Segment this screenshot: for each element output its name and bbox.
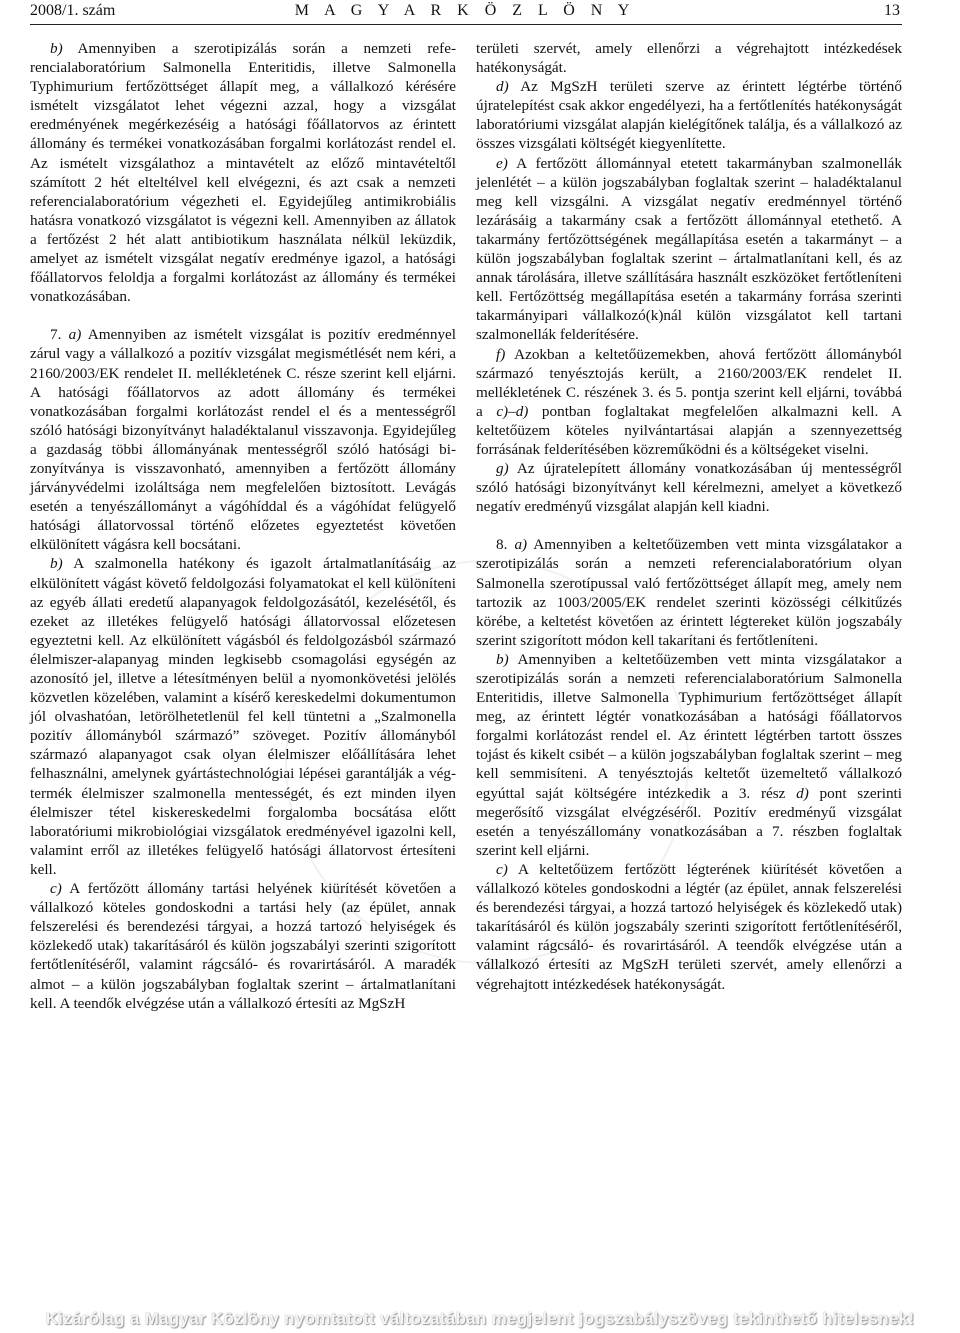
- paragraph-text: A fertőzött állomány tartási helyének kiürítését követően a vállalkozó köteles gondoskodni a tartási hely (az épület, annak felszerelési és berendezési tárgyai, a hozzá tartozó helyiségek és közlekedő utak) takarításáról és külön jogszabályi szerinti szigorított fertőtlenítéséről, valamint rágcsáló- és rovarirtásáról. A maradék almot – a külön jogszabályban foglaltak szerint – ártalmatlanítani kell. A teendők elvégzése után a vállalkozó értesíti az MgSzH: [30, 880, 456, 1012]
- item-label: f): [496, 345, 506, 363]
- paragraph-7d: [476, 77, 902, 153]
- item-reference: c)–d): [496, 402, 529, 420]
- paragraph-text: Amennyiben a keltetőüzemben vett minta vizsgálatakor a szerotipizálás során a nemzeti referencialaboratórium olyan Salmonella szerotípussal való fertőzöttséget állapít meg, amely nem tartozik az 1003/2005/EK rendelet szerinti közösségi célkitűzés körébe, a keltetést követően az érintett légtereket külön jogszabály szerint szigorított módon kell takarítani és fertőtleníteni.: [476, 536, 902, 649]
- paragraph-text: Amennyiben az ismételt vizsgálat is pozitív eredménnyel zárul vagy a vállalkozó a pozitív vizsgálat megismétlését nem kéri, a 2160/2003/EK rendelet II. mellékletének C. része szerint kell eljárni. A hatósági főállatorvos az adott állomány és termékei vonatkozásában forgalmi korlátozást rendel el és a mentességről szóló hatósági bizonyítványt haladéktalanul visszavonja. Egyidejűleg a gazdaság többi állományának mentességről szóló hatósági bizonyítványa is visszavonható, amennyiben a fertőzött állomány járványvédelmi izoláltsága nem megfelelően biztosított. Levágás esetén a tenyészállományt a vágóhíddal és a vágóhídat felügyelő hatósági állatorvossal történő előzetes egyeztetést követően elkülönített vágásra kell bocsátani.: [30, 326, 457, 554]
- paragraph-text: A fertőzött állománnyal etetett takarmányban szalmonellák jelenlétét – a külön jogszabályban foglaltak szerint – haladéktalanul meg kell vizsgálni. A vizsgálat negatív eredménnyel történő lezárásáig a takarmány csak a fertőzött állománnyal etethető. A takarmány fertőzöttségének megállapítása esetén a takarmányt – a külön jogszabályban foglaltak szerint – ártalmatlanítani kell, és az annak tárolására, illetve szállítására használt eszközöket fertőtleníteni kell. Fertőzöttség megállapítása esetén a takarmány forrása szerinti takarmányipari vállalkozó(k)nál külön vizsgálatot kell tartani szalmonellák felderítésére.: [476, 154, 902, 344]
- item-label: b): [496, 650, 509, 668]
- item-label: c): [50, 880, 62, 898]
- paragraph-7e: [476, 154, 902, 345]
- paragraph-text: Amennyiben a szerotipizálás során a nemzeti referencialaboratórium Salmonella Enteritidis, illetve Salmonella Typhimurium fertőzöttséget állapít meg, a vállalkozó kérésére ismételt vizsgálatot lehet végezni azzal, hogy a vizsgálat eredményének megérkezéséig a hatósági főállatorvos az érintett állomány és termékei vonatkozásában forgalmi korlátozást rendel el. Az ismételt vizsgálathoz a mintavételt az előző mintavételtől számított 2 hét elteltélvel kell elvégezni, és azt csak a nemzeti referencialaboratórium végezheti el. Egyidejűleg antimikrobiális hatásra vonatkozó vizsgálatot is végezni kell. Amennyiben az állatok a fertőzést 2 hét alatt antibiotikum használata nélkül leküzdik, amelyet az ismételt vizsgálat negatív eredménye igazol, a hatósági főállatorvos feloldja a forgalmi korlátozást az állomány és termékei vonatkozásában.: [30, 40, 456, 306]
- paragraph-7c: [30, 879, 456, 1013]
- page-number: 13: [884, 2, 900, 19]
- paragraph-text: Az MgSzH területi szerve az érintett légtérbe történő újratelepítést csak akkor engedélyezi, ha a fertőtlenítés hatékonyságát laboratóriumi vizsgálat alapján kielégítőnek találja, és a vállalkozó az összes vizsgálati költségét kiegyenlítette.: [476, 78, 902, 153]
- paragraph-7a: [30, 325, 456, 554]
- publication-title: M A G Y A R K Ö Z L Ö N Y: [294, 2, 636, 19]
- paragraph-8a: [476, 535, 902, 650]
- paragraph-text: Az újratelepített állomány vonatkozásában új mentességről szóló hatósági bizonyítványt kell kérelmezni, amelyet a következő negatív eredményű vizsgálat alapján kell kiadni.: [476, 460, 902, 516]
- page-header: [30, 2, 900, 24]
- header-rule: [30, 24, 902, 25]
- left-column: [30, 39, 456, 1013]
- paragraph-7f: [476, 345, 902, 460]
- item-reference: d): [796, 784, 809, 802]
- paragraph-text: területi szervét, amely ellenőrzi a végrehajtott intézkedések hatékonyságát.: [476, 40, 902, 77]
- paragraph-text: Azokban a keltetőüzemekben, ahová fertőzött állományból származó tenyésztojás került, a 2160/2003/EK rendelet II. mellékletének C. részének 3. és 5. pontja szerint kell eljárni, továbbá a: [476, 345, 902, 420]
- paragraph-text: A keltetőüzem fertőzött légterének kiürítését követően a vállalkozó köteles gondoskodni a légtér (az épület, annak felszerelési és berendezési tárgyai, a hozzá tartozó helyiségek és közlekedő utak) takarításáról és külön jogszabály szerinti szigorított fertőtlenítéséről, valamint rágcsáló- és rovarirtásáról. A teendők elvégzése után a vállalkozó értesíti az MgSzH területi szervét, amely ellenőrzi a végrehajtott intézkedések hatékonyságát.: [476, 860, 902, 993]
- paragraph-text: pontban foglaltakat megfelelően alkalmazni kell. A keltetőüzem köteles nyilvántartásai alapján a szennyezettség forrásának felderítésében közreműködni és a költségeket viselni.: [476, 402, 902, 458]
- item-label: d): [496, 78, 509, 96]
- item-label: b): [50, 555, 63, 573]
- item-label: b): [50, 40, 63, 57]
- item-label: g): [496, 460, 509, 478]
- right-column: [476, 39, 902, 994]
- paragraph-text: Amennyiben a keltetőüzemben vett minta vizsgálatakor a szerotipizálás során a nemzeti referencialaboratórium Salmonella Enteritidis, illetve Salmonella Typhimurium fertőzöttséget állapít meg, az érintett légtér vonatkozásában a hatósági főállatorvos forgalmi korlátozást rendel el. Az érintett légtérben tartott összes tojást és kikelt csibét – a külön jogszabályban foglaltak szerint – meg kell semmisíteni. A tenyésztojás keltetőt üzemeltető vállalkozó egyúttal saját költségére intézkedik a 3. rész: [476, 650, 902, 802]
- item-label: a): [514, 536, 528, 554]
- authenticity-watermark: Kizárólag a Magyar Közlöny nyomtatott változatában megjelent jogszabályszöveg tekinthető hitelesnek!: [45, 1309, 915, 1328]
- paragraph-continued: [476, 39, 902, 77]
- paragraph-8c: [476, 860, 902, 994]
- paragraph-7b: [30, 554, 456, 879]
- item-label: c): [496, 860, 508, 878]
- issue-number: 2008/1. szám: [30, 2, 116, 19]
- paragraph-7g: [476, 459, 902, 516]
- paragraph-text: A szalmonella hatékony és igazolt ártalmatlanításáig az elkülönített vágást követő feldolgozási folyamatokat el kell különíteni az egyéb állati eredetű alapanyagok feldolgozásától, kezelésétől, és ezeket az illetékes felügyelő hatósági állatorvossal előzetesen egyeztetni kell. Az elkülönített vágásból és feldolgozásból származó élelmiszer-alapanyag minden legkisebb csomagolási egységén az azonosító jel, illetve a létesítményen belül a nyomonkövetési jelölés közvetlen közelében, valamint a kísérő kereskedelmi dokumentumon jól olvashatóan, letörölhetetlenül fel kell tüntetni a „Szalmonella pozitív állományból származó” szöveget. Pozitív állományból származó alapanyagot csak olyan élelmiszer előállítására lehet felhasználni, amelynek gyártástechnológiai lépései garantálják a végtermék élelmiszer szalmonella mentességét, és ezt minden ilyen élelmiszer tétel kiskereskedelmi forgalomba bocsátása előtt laboratóriumi mikrobiológiai vizsgálatok eredményével igazolni kell, valamint erről az illetékes felügyelő hatósági állatorvost értesíteni kell.: [30, 555, 456, 878]
- section-number: 7.: [50, 326, 62, 344]
- paragraph-text: pont szerinti megerősítő vizsgálat elvégzéséről. Pozitív eredményű vizsgálat esetén a tenyészállomány vonatkozásában a 7. részben foglaltak szerint kell eljárni.: [476, 784, 902, 859]
- item-label: e): [496, 154, 508, 172]
- section-number: 8.: [496, 536, 508, 554]
- paragraph-6b: [30, 39, 456, 306]
- paragraph-8b: [476, 650, 902, 860]
- item-label: a): [68, 326, 82, 344]
